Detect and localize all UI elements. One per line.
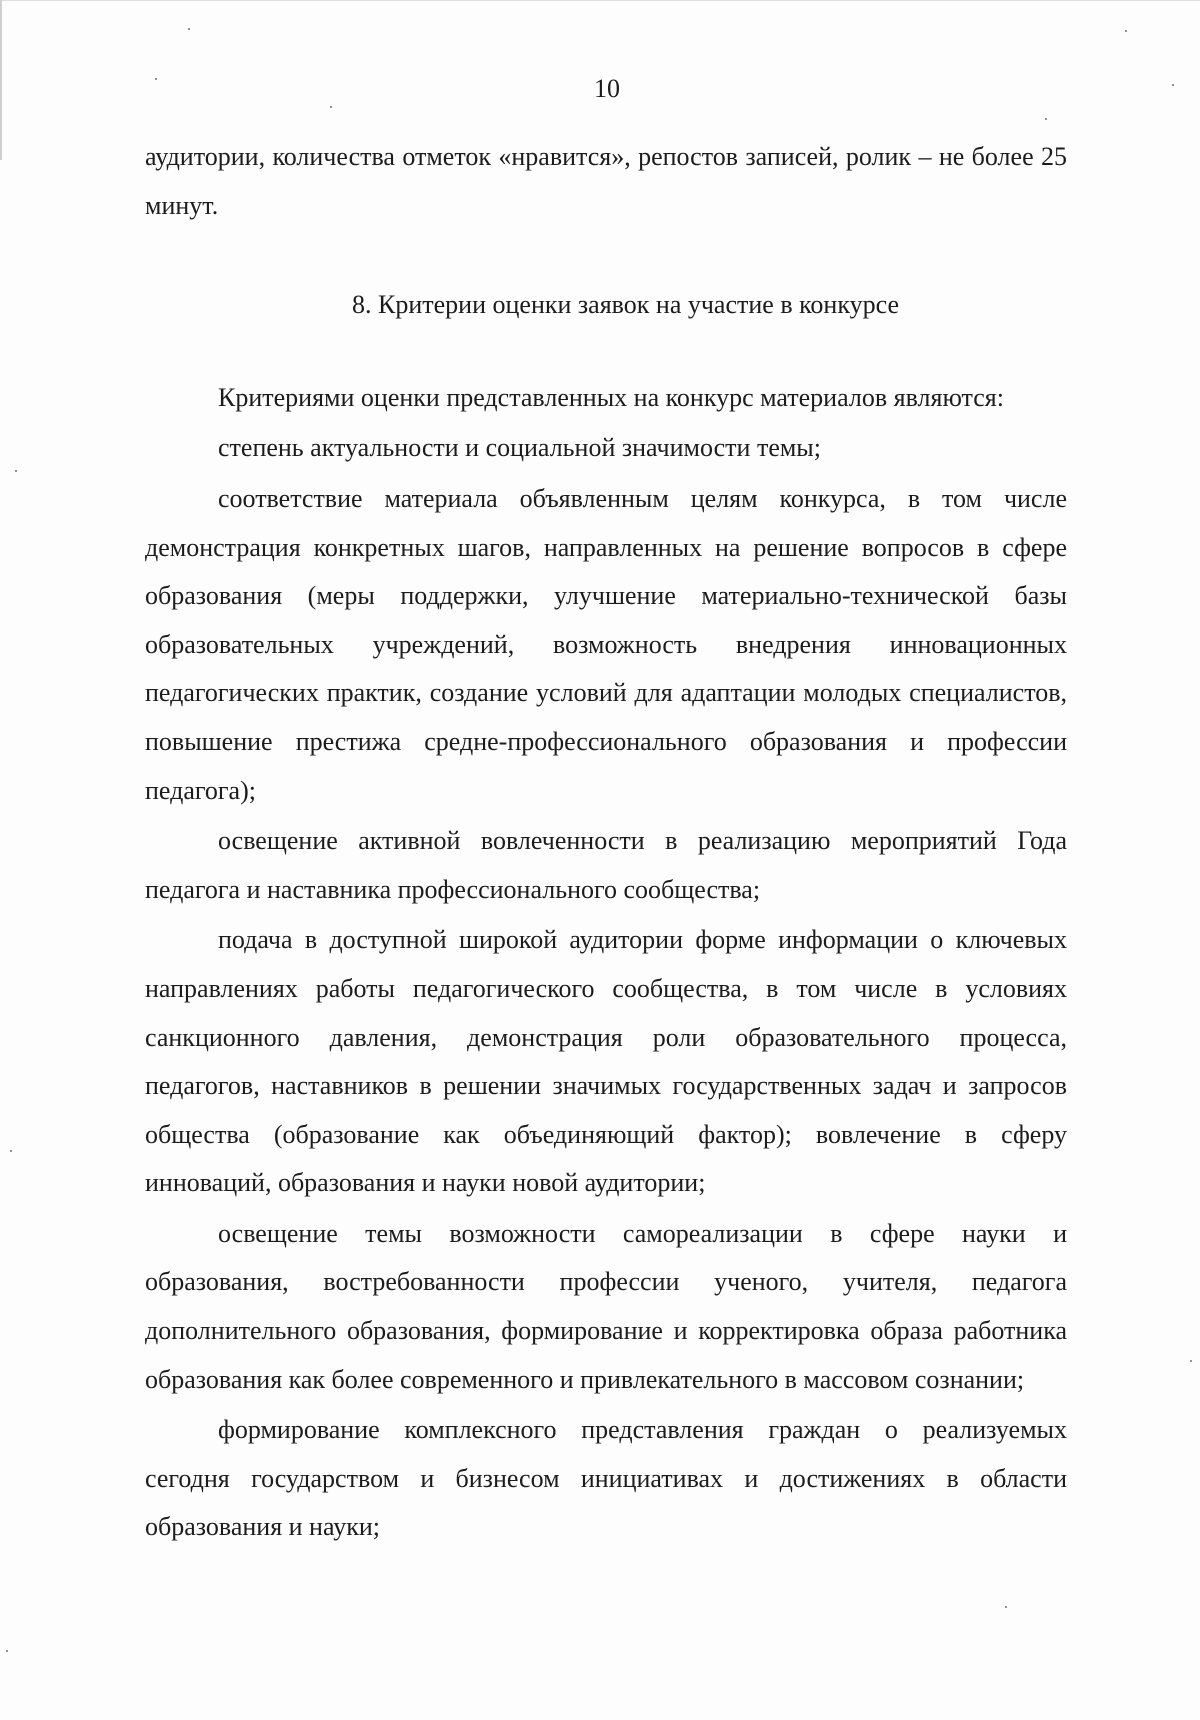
criteria-intro: Критериями оценки представленных на конкурс материалов являются:	[218, 382, 1004, 412]
scan-speck	[1125, 30, 1127, 32]
scan-edge-top	[0, 0, 1200, 1]
scan-speck	[6, 1650, 8, 1652]
document-body	[145, 133, 1067, 1552]
criterion-item: подача в доступной широкой аудитории форме информации о ключевых направлениях работы педагогического сообщества, в том числе в условиях санкционного давления, демонстрация роли образовательного процесса, педагогов, наставников в решении значимых государственных задач и запросов общества (образование как объединяющий фактор); вовлечение в сферу инноваций, образования и науки новой аудитории;	[145, 925, 1067, 1198]
scan-speck	[1005, 1606, 1007, 1608]
criterion-item: освещение активной вовлеченности в реализацию мероприятий Года педагога и наставника профессионального сообщества;	[145, 826, 1067, 904]
criterion-item: формирование комплексного представления граждан о реализуемых сегодня государством и бизнесом инициативах и достижениях в области образования и науки;	[145, 1415, 1067, 1542]
section-heading: 8. Критерии оценки заявок на участие в конкурсе	[352, 290, 899, 320]
scan-speck	[1045, 118, 1047, 120]
criterion-item: освещение темы возможности самореализации в сфере науки и образования, востребованности профессии ученого, учителя, педагога дополнительного образования, формирование и корректировка образа работника образования как более современного и привлекательного в массовом сознании;	[145, 1218, 1067, 1394]
scan-edge-left	[0, 0, 2, 160]
scan-speck	[1190, 1360, 1192, 1362]
continuation-paragraph: аудитории, количества отметок «нравится», репостов записей, ролик – не более 25 минут.	[145, 142, 1067, 220]
criterion-item: степень актуальности и социальной значимости темы;	[218, 433, 822, 463]
scan-speck	[330, 106, 332, 108]
scan-speck	[15, 470, 17, 472]
scan-speck	[10, 1150, 12, 1152]
scan-speck	[188, 28, 190, 30]
page-number: 10	[594, 74, 620, 103]
criterion-item: соответствие материала объявленным целям конкурса, в том числе демонстрация конкретных шагов, направленных на решение вопросов в сфере образования (меры поддержки, улучшение материально-технической базы образовательных учреждений, возможность внедрения инновационных педагогических практик, создание условий для адаптации молодых специалистов, повышение престижа средне-профессионального образования и профессии педагога);	[145, 483, 1067, 805]
